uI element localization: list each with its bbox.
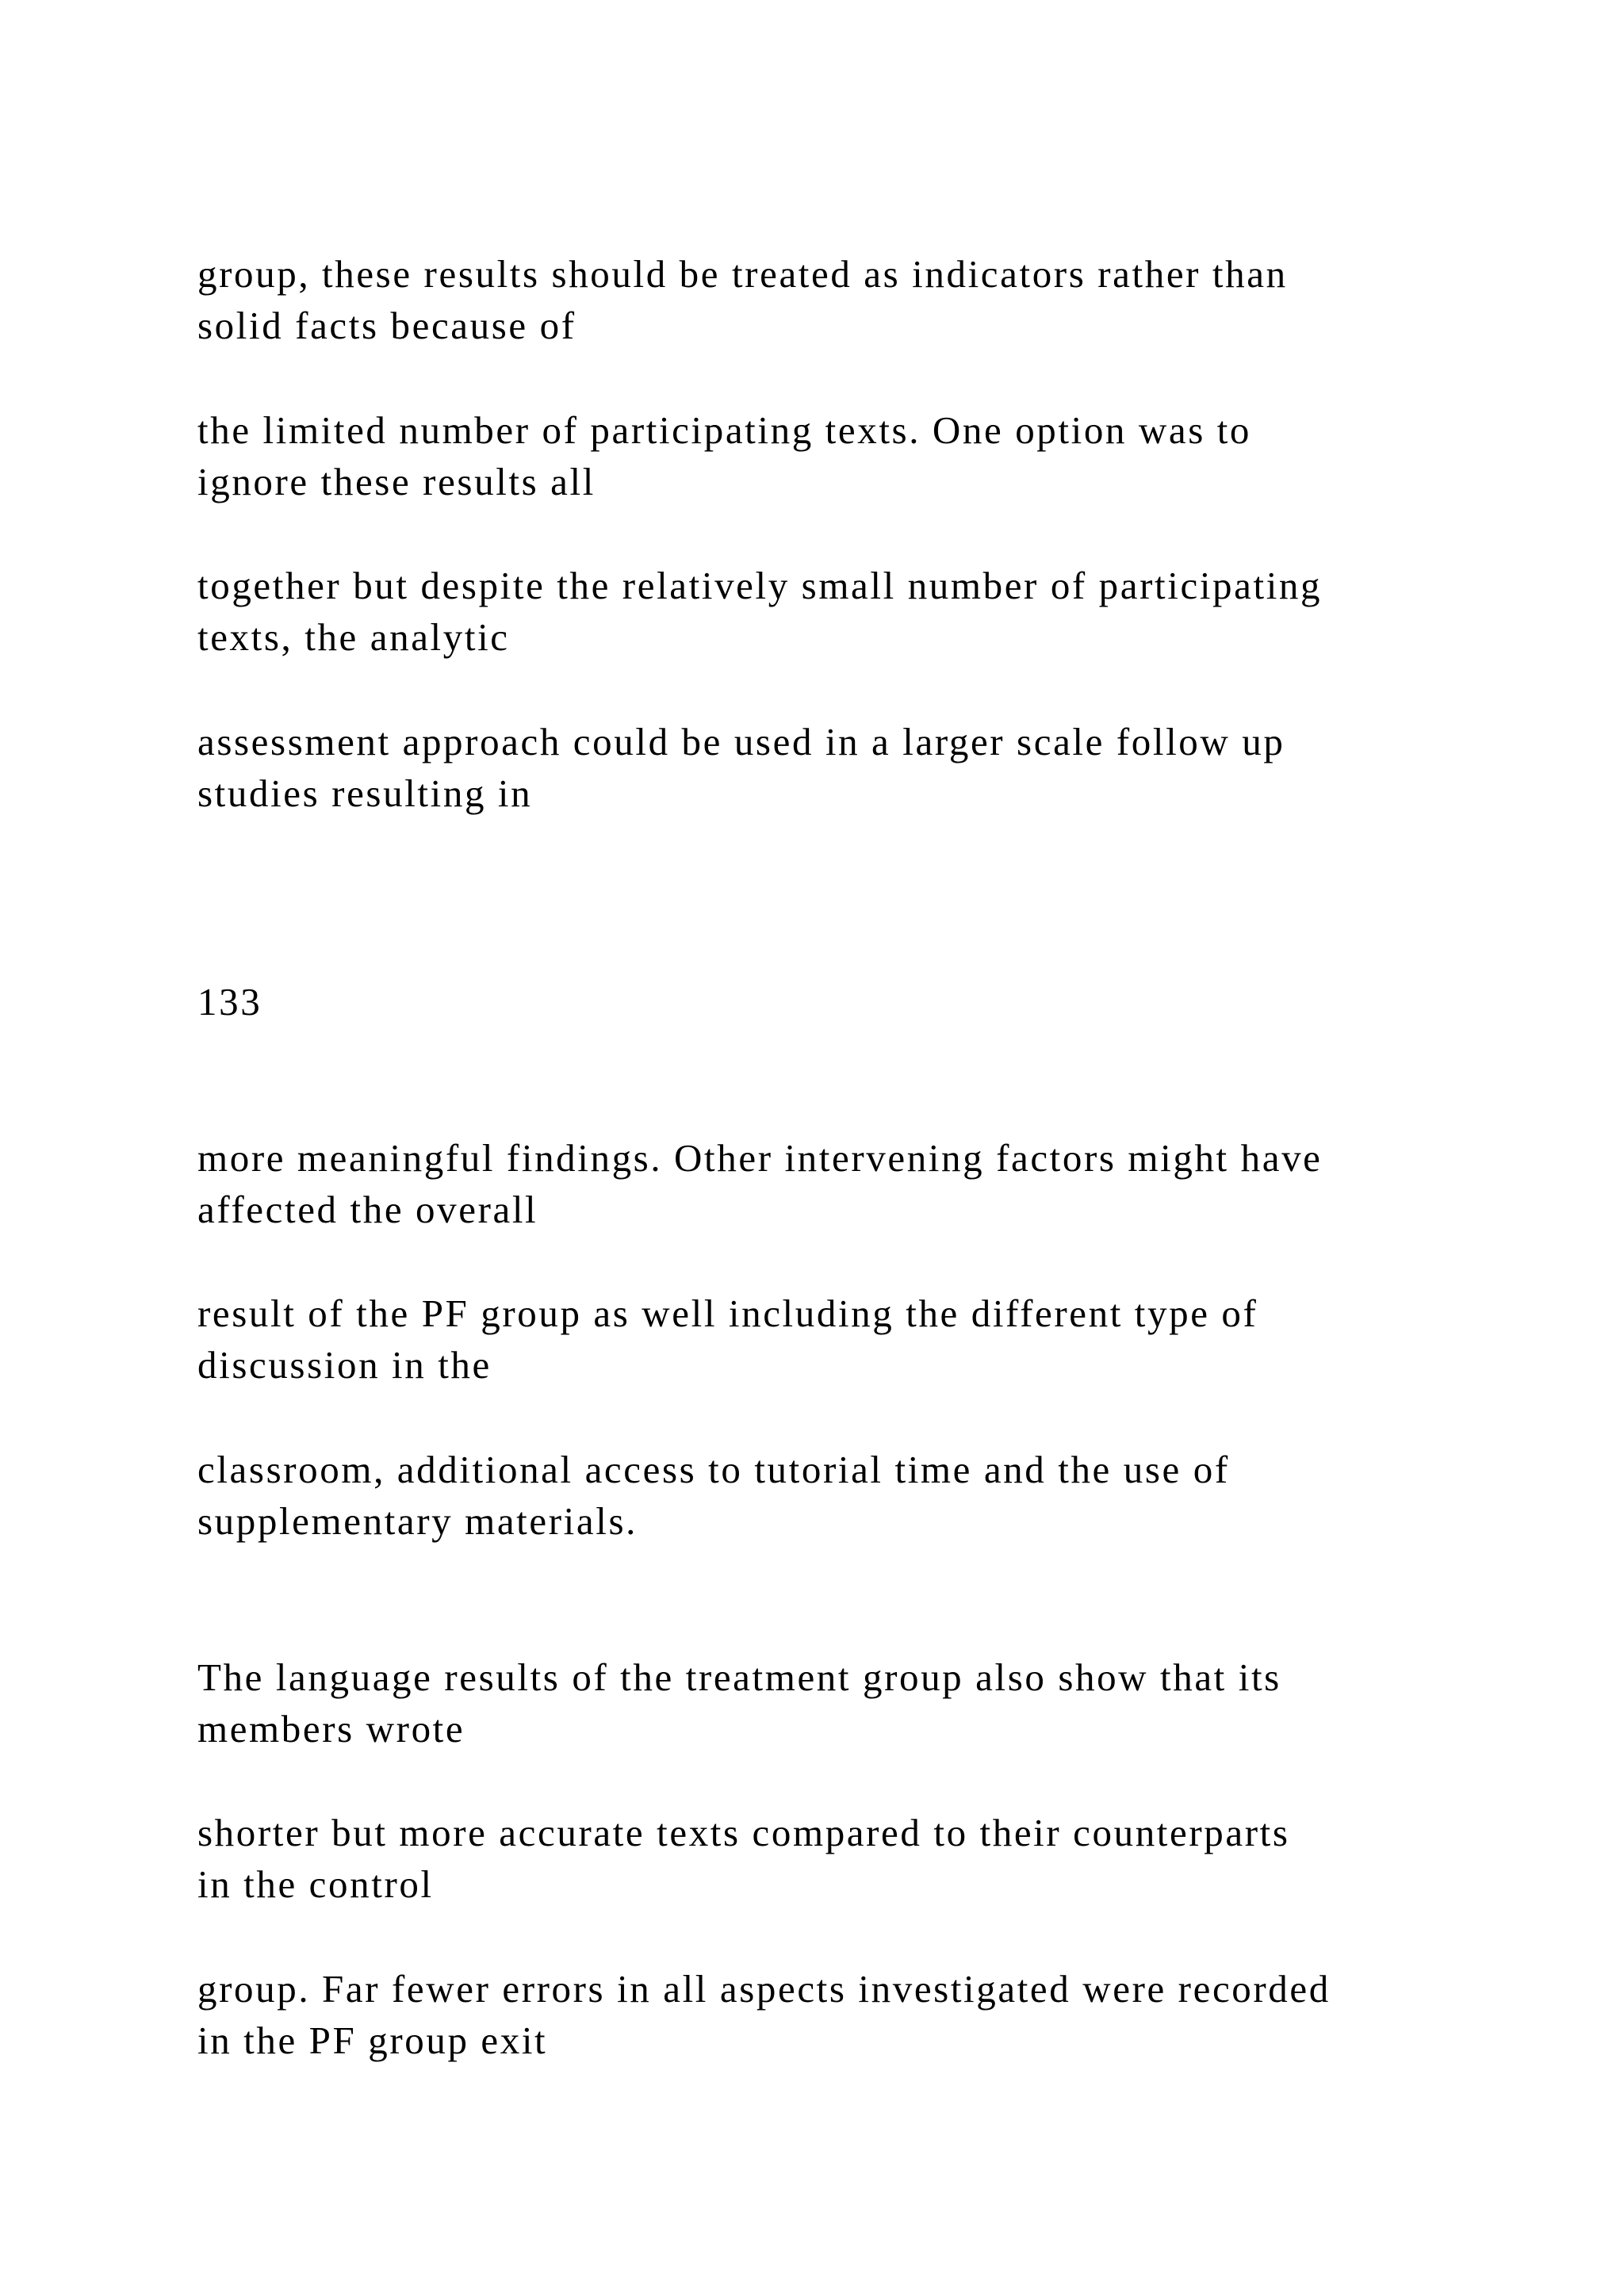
text-line: studies resulting in [197,771,533,815]
text-line: The language results of the treatment group also show that its [197,1655,1281,1699]
text-line: in the PF group exit [197,2019,548,2062]
text-line: in the control [197,1862,434,1906]
text-line: discussion in the [197,1343,492,1387]
text-line: supplementary materials. [197,1499,638,1543]
text-line: group. Far fewer errors in all aspects investigated were recorded [197,1967,1331,2011]
text-line: group, these results should be treated as indicators rather than [197,252,1288,296]
text-line: members wrote [197,1707,465,1751]
text-line: together but despite the relatively small number of participating [197,564,1323,607]
text-line: the limited number of participating texts. One option was to [197,408,1252,452]
text-line: shorter but more accurate texts compared to their counterparts [197,1811,1290,1854]
text-line: affected the overall [197,1188,538,1231]
text-line: more meaningful findings. Other intervening factors might have [197,1136,1323,1180]
text-line: ignore these results all [197,460,596,503]
text-line: texts, the analytic [197,615,510,659]
text-line: result of the PF group as well including the different type of [197,1292,1258,1335]
text-line: solid facts because of [197,304,576,347]
text-line: assessment approach could be used in a larger scale follow up [197,720,1285,763]
text-line: classroom, additional access to tutorial time and the use of [197,1448,1230,1491]
page-number: 133 [197,980,262,1024]
